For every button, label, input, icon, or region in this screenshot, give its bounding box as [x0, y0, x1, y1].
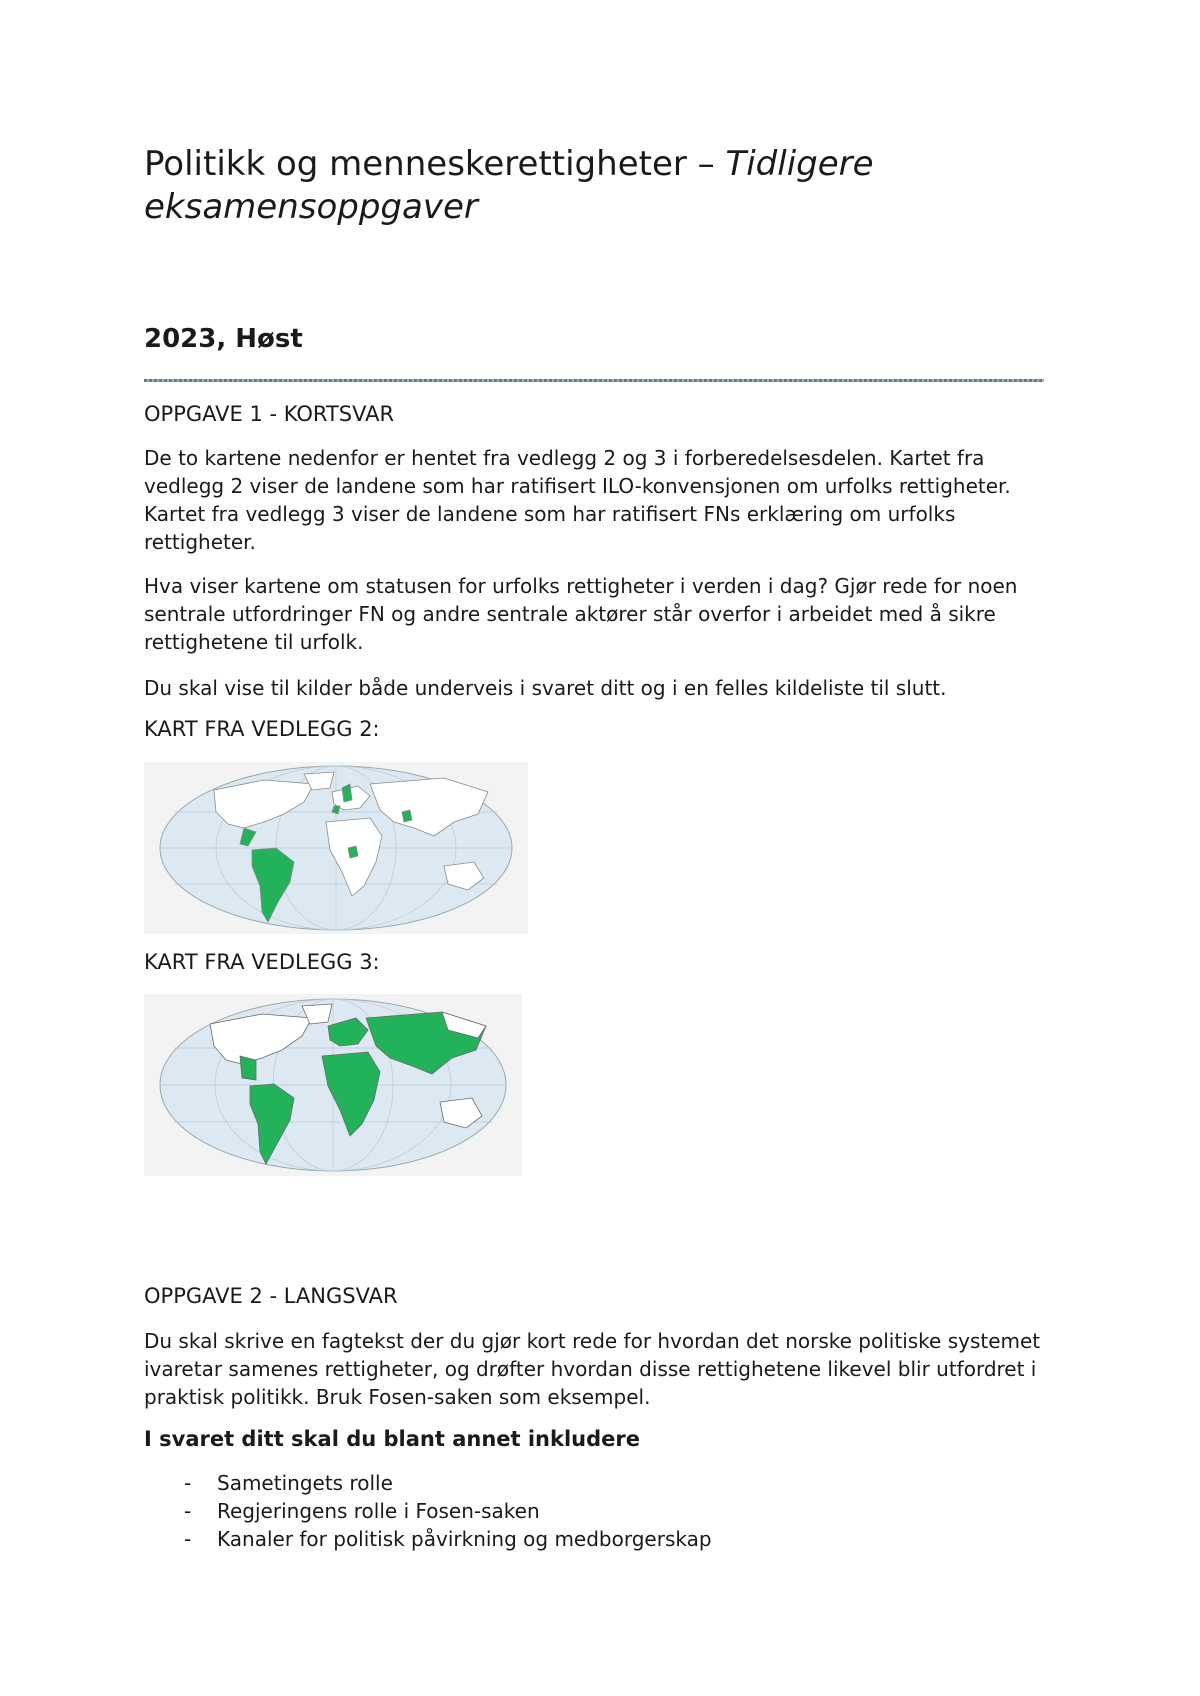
- task1-paragraph-3: Du skal vise til kilder både underveis i svaret ditt og i en felles kildeliste til slutt.: [144, 676, 947, 700]
- task2-paragraph-1: Du skal skrive en fagtekst der du gjør kort rede for hvordan det norske politiske systemet ivaretar samenes rettigheter, og drøfter hvordan disse rettighetene likevel blir utfordret i praktisk politikk. Bruk Fosen-saken som eksempel.: [144, 1329, 1041, 1409]
- bullet-dash: -: [184, 1499, 192, 1523]
- task1-paragraph-1: De to kartene nedenfor er hentet fra vedlegg 2 og 3 i forberedelsesdelen. Kartet fra vedlegg 2 viser de landene som har ratifisert ILO-konvensjonen om urfolks rettigheter. Kartet fra vedlegg 3 viser de landene som har ratifisert FNs erklæring om urfolks rettigheter.: [144, 446, 1011, 554]
- list-item: [144, 1525, 712, 1553]
- heading-underline: [144, 379, 1044, 382]
- task1-paragraph-2: Hva viser kartene om statusen for urfolks rettigheter i verden i dag? Gjør rede for noen sentrale utfordringer FN og andre sentrale aktører står overfor i arbeidet med å sikre rettighetene til urfolk.: [144, 574, 1018, 654]
- map2-caption: KART FRA VEDLEGG 2:: [144, 717, 380, 741]
- list-item: [144, 1469, 712, 1497]
- map-vedlegg-2: [144, 762, 528, 934]
- bullet-dash: -: [184, 1471, 192, 1495]
- list-item: [144, 1497, 712, 1525]
- bullet-dash: -: [184, 1527, 192, 1551]
- map3-caption: KART FRA VEDLEGG 3:: [144, 950, 380, 974]
- task2-label: OPPGAVE 2 - LANGSVAR: [144, 1284, 398, 1308]
- section-heading-year: 2023, Høst: [144, 324, 303, 354]
- task2-lead: I svaret ditt skal du blant annet inkludere: [144, 1427, 640, 1451]
- list-item-text: Sametingets rolle: [217, 1471, 393, 1495]
- map-vedlegg-3: [144, 994, 522, 1176]
- task2-bullet-list: [144, 1469, 712, 1553]
- document-title: [144, 143, 1064, 229]
- list-item-text: Regjeringens rolle i Fosen-saken: [217, 1499, 540, 1523]
- title-italic: Tidligere eksamensoppgaver: [144, 144, 874, 227]
- task1-label: OPPGAVE 1 - KORTSVAR: [144, 402, 395, 426]
- title-main: Politikk og menneskerettigheter –: [144, 144, 726, 184]
- list-item-text: Kanaler for politisk påvirkning og medborgerskap: [217, 1527, 712, 1551]
